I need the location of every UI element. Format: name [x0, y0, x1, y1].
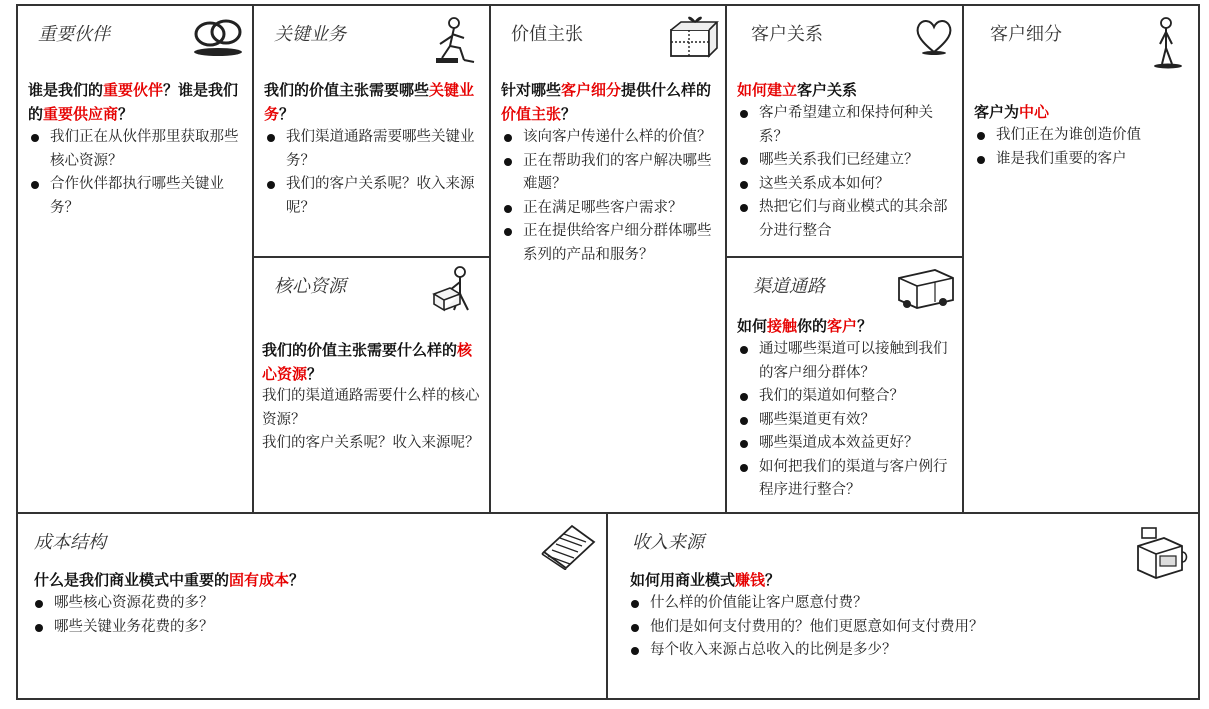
list-item: 正在帮助我们的客户解决哪些难题？	[501, 150, 717, 197]
channels-question: 如何接触你的客户？	[737, 317, 873, 335]
standing-person-icon	[1150, 14, 1190, 70]
list-item: 如何把我们的渠道与客户例行程序进行整合？	[737, 456, 954, 503]
text-line: 我们的渠道通路需要什么样的核心资源？	[262, 388, 480, 428]
key-activities-block	[254, 6, 491, 258]
value-propositions-list	[501, 126, 717, 267]
list-item: 哪些核心资源花费的多？	[32, 592, 598, 616]
value-propositions-block	[491, 6, 727, 514]
customer-segments-question: 客户为中心	[974, 103, 1050, 121]
list-item: 通过哪些渠道可以接触到我们的客户细分群体？	[737, 338, 954, 385]
value-propositions-question: 针对哪些客户细分提供什么样的价值主张？	[501, 81, 712, 123]
list-item: 哪些渠道更有效？	[737, 409, 954, 433]
list-item: 他们是如何支付费用的？他们更愿意如何支付费用？	[628, 616, 1190, 640]
key-activities-question: 我们的价值主张需要哪些关键业务？	[264, 81, 475, 123]
list-item: 正在满足哪些客户需求？	[501, 197, 717, 221]
list-item: 这些关系成本如何？	[737, 173, 954, 197]
gift-icon	[665, 14, 719, 62]
list-item: 热把它们与商业模式的其余部分进行整合	[737, 196, 954, 243]
key-resources-block	[254, 258, 491, 514]
channels-block	[727, 258, 964, 514]
key-partners-question: 谁是我们的重要伙伴？谁是我们的重要供应商？	[28, 81, 239, 123]
list-item: 正在提供给客户细分群体哪些系列的产品和服务？	[501, 220, 717, 267]
linked-rings-icon	[190, 14, 248, 58]
list-item: 该向客户传递什么样的价值？	[501, 126, 717, 150]
customer-relationships-title: 客户关系	[751, 24, 823, 45]
revenue-streams-title: 收入来源	[632, 532, 704, 553]
text-line: 我们的客户关系呢？收入来源呢？	[262, 435, 480, 451]
key-partners-list	[28, 126, 244, 220]
list-item: 谁是我们重要的客户	[974, 148, 1190, 172]
cost-structure-question: 什么是我们商业模式中重要的固有成本？	[34, 571, 305, 589]
business-model-canvas	[16, 4, 1200, 700]
revenue-streams-list	[628, 592, 1190, 663]
cost-structure-block	[18, 514, 608, 698]
channels-title: 渠道通路	[753, 276, 825, 297]
revenue-streams-question: 如何用商业模式赚钱？	[630, 571, 781, 589]
cost-structure-list	[32, 592, 598, 639]
key-partners-block	[18, 6, 254, 514]
paper-stack-icon	[538, 522, 598, 570]
list-item: 哪些关键业务花费的多？	[32, 616, 598, 640]
list-item: 每个收入来源占总收入的比例是多少？	[628, 639, 1190, 663]
list-item: 我们渠道通路需要哪些关键业务？	[264, 126, 481, 173]
list-item: 我们正在为谁创造价值	[974, 124, 1190, 148]
list-item: 我们正在从伙伴那里获取那些核心资源？	[28, 126, 244, 173]
key-activities-list	[264, 126, 481, 220]
key-resources-title: 核心资源	[274, 276, 346, 297]
person-with-box-icon	[430, 264, 480, 316]
customer-segments-list	[974, 124, 1190, 171]
key-resources-text	[262, 385, 481, 456]
list-item: 什么样的价值能让客户愿意付费？	[628, 592, 1190, 616]
customer-segments-block	[964, 6, 1198, 514]
key-partners-title: 重要伙伴	[38, 24, 110, 45]
cost-structure-title: 成本结构	[34, 532, 106, 553]
list-item: 我们的渠道如何整合？	[737, 385, 954, 409]
worker-icon	[430, 14, 480, 66]
channels-list	[737, 338, 954, 503]
list-item: 哪些渠道成本效益更好？	[737, 432, 954, 456]
truck-icon	[895, 264, 959, 312]
customer-relationships-question: 如何建立客户关系	[737, 81, 858, 99]
value-propositions-title: 价值主张	[511, 24, 583, 45]
list-item: 哪些关系我们已经建立？	[737, 149, 954, 173]
list-item: 我们的客户关系呢？收入来源呢？	[264, 173, 481, 220]
list-item: 客户希望建立和保持何种关系？	[737, 102, 954, 149]
heart-icon	[913, 16, 955, 56]
revenue-streams-block	[608, 514, 1198, 698]
key-resources-question: 我们的价值主张需要什么样的核心资源？	[262, 341, 473, 383]
customer-segments-title: 客户细分	[990, 24, 1062, 45]
key-activities-title: 关键业务	[274, 24, 346, 45]
list-item: 合作伙伴都执行哪些关键业务？	[28, 173, 244, 220]
customer-relationships-list	[737, 102, 954, 243]
customer-relationships-block	[727, 6, 964, 258]
